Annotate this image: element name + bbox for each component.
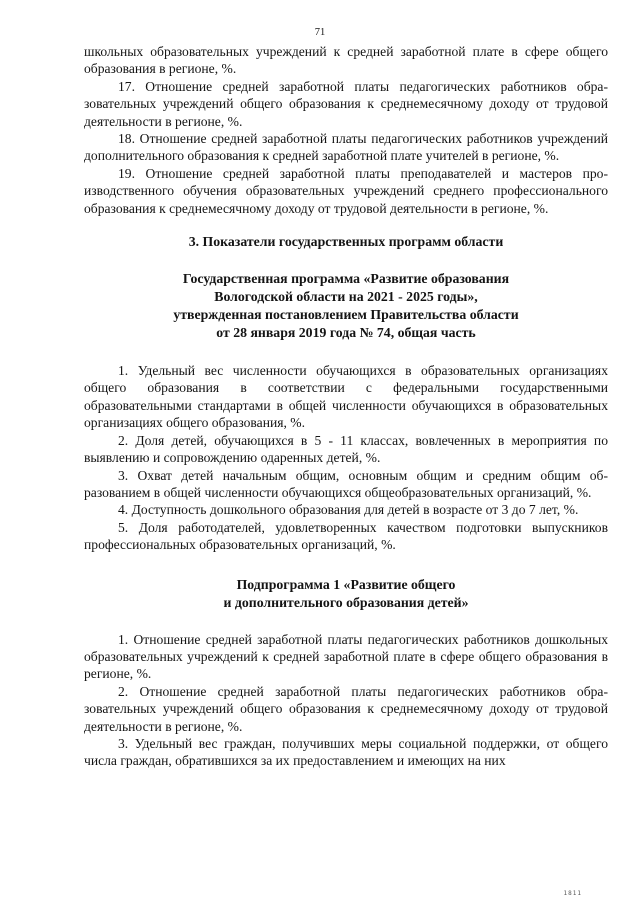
program-indicator-3: 3. Охват детей начальным общим, основным общим и средним общим образованием в общей численности обучающихся общеобразовательных организаций, %. xyxy=(84,467,608,500)
program-heading xyxy=(84,270,608,342)
spacer xyxy=(84,342,608,362)
subprogram-indicator-3: 3. Удельный вес граждан, получивших меры социальной поддержки, от общего числа граждан, обратившихся за их предоставлением и имеющих на них xyxy=(84,735,608,769)
program-heading-line: Вологодской области на 2021 - 2025 годы», xyxy=(214,289,478,305)
program-indicator-1: 1. Удельный вес численности обучающихся в образовательных организациях общего образования в соответствии с федеральными государственными образовательными стандартами в общей численности обучающихся в образовательных организациях общего образования, %. xyxy=(84,363,608,431)
section-heading: 3. Показатели государственных программ области xyxy=(188,234,504,250)
paragraph-continued: школьных образовательных учреждений к средней заработной плате в сфере общего образования в регионе, %. xyxy=(84,44,608,77)
subprogram-indicator-1: 1. Отношение средней заработной платы педагогических работников дошкольных образовательных учреждений к средней заработной плате в сфере общего образования в регионе, %. xyxy=(84,631,608,682)
subprogram-heading-line: Подпрограмма 1 «Развитие общего xyxy=(236,576,456,592)
program-indicator-2: 2. Доля детей, обучающихся в 5 - 11 классах, вовлеченных в мероприятия по выявлению и сопровождению одаренных детей, %. xyxy=(84,432,608,466)
footer-mark: 1811 xyxy=(563,890,582,897)
paragraph-item-18: 18. Отношение средней заработной платы педагогических работников учреждений дополнительного образования к средней заработной плате учителей в регионе, %. xyxy=(84,131,608,164)
paragraph-item-19: 19. Отношение средней заработной платы преподавателей и мастеров производственного обучения образовательных учреждений среднего профессионального образования к среднемесячному доходу от трудовой деятельности в регионе, %. xyxy=(84,165,608,216)
spacer xyxy=(84,554,608,576)
program-heading-line: Государственная программа «Развитие образования xyxy=(182,271,510,287)
paragraph-item-17: 17. Отношение средней заработной платы педагогических работников образовательных учреждений общего образования к среднемесячному доходу от трудовой деятельности в регионе, %. xyxy=(84,78,608,129)
program-heading-line: утвержденная постановлением Правительства области xyxy=(173,307,519,323)
program-indicator-4: 4. Доступность дошкольного образования для детей в возрасте от 3 до 7 лет, %. xyxy=(118,502,579,518)
program-heading-line: от 28 января 2019 года № 74, общая часть xyxy=(216,325,476,341)
subprogram-heading xyxy=(84,576,608,612)
spacer xyxy=(84,251,608,270)
program-indicator-5: 5. Доля работодателей, удовлетворенных качеством подготовки выпускников профессиональных образовательных организаций, %. xyxy=(84,519,608,553)
page-content xyxy=(84,43,608,770)
spacer xyxy=(84,612,608,631)
subprogram-indicator-2: 2. Отношение средней заработной платы педагогических работников образовательных учреждений общего образования к среднемесячному доходу от трудовой деятельности в регионе, %. xyxy=(84,683,608,734)
subprogram-heading-line: и дополнительного образования детей» xyxy=(223,594,469,610)
page-number: 71 xyxy=(314,27,326,38)
spacer xyxy=(84,217,608,233)
